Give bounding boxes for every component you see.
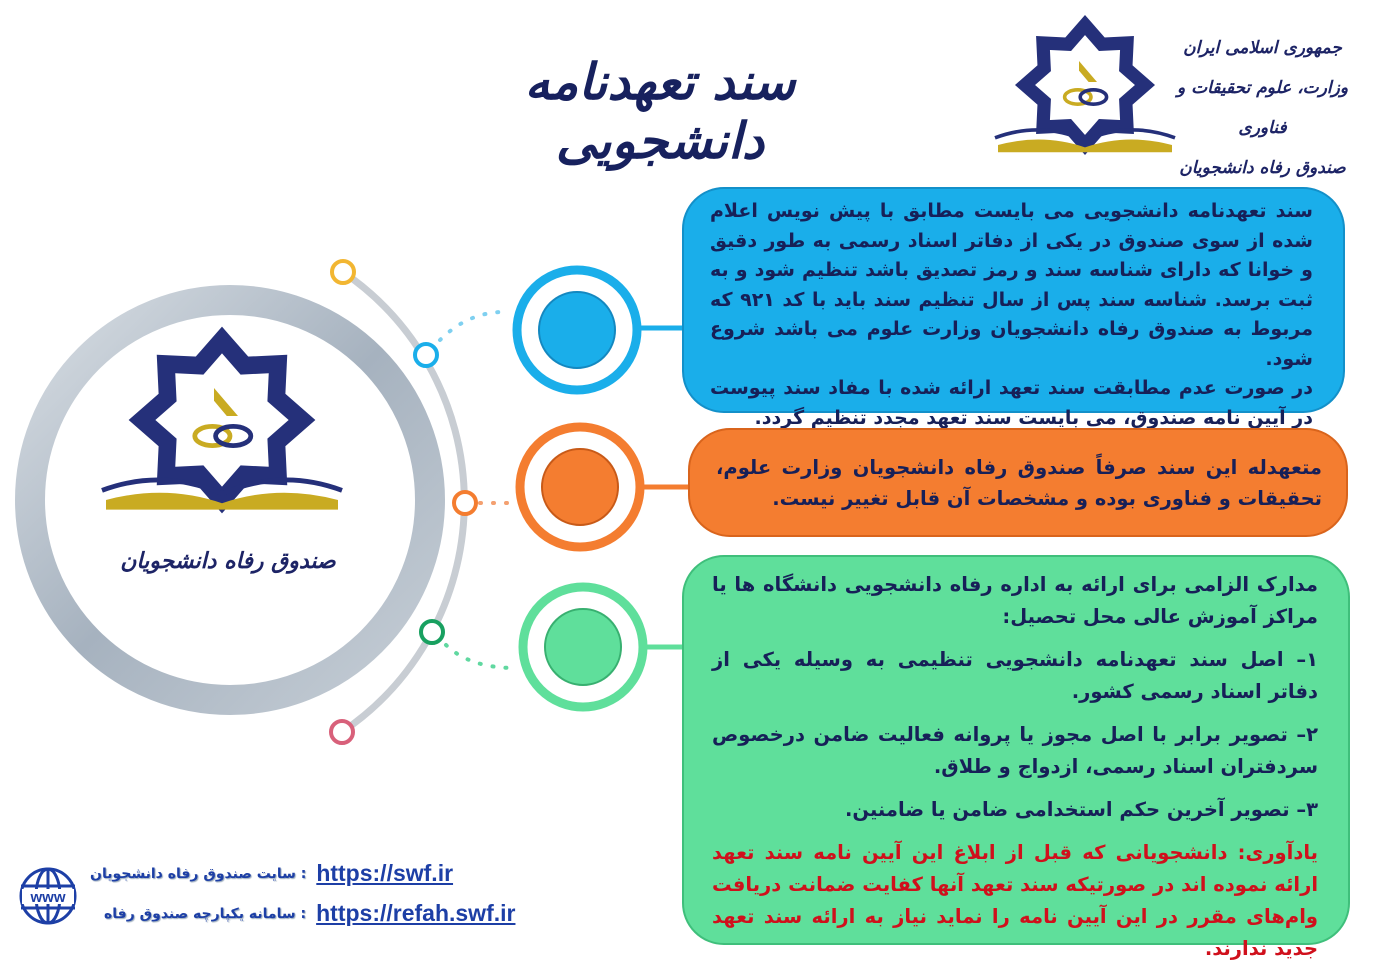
info-box-blue [682,187,1345,429]
blue-paragraph-1: سند تعهدنامه دانشجویی می بایست مطابق با پیش نویس اعلام شده از سوی صندوق در یکی از دفاتر اسناد رسمی به طور دقیق و خوانا که دارای شناسه سند و رمز تصدیق باشد تنظیم شود و به ثبت برسد. شناسه سند پس از سال تنظیم سند باید با کد ۹۲۱ که مربوط به صندوق رفاه دانشجویان وزارت علوم می باشد شروع شود. [710,200,1314,370]
node-yellow [332,261,354,283]
link-label: : سامانه یکپارچه صندوق رفاه [104,905,307,922]
swf-link[interactable]: https://swf.ir [316,860,454,886]
node-orange [454,492,476,514]
link-label: : سایت صندوق رفاه دانشجویان [90,865,307,882]
requirement-item: ۳– تصویر آخرین حکم استخدامی ضامن یا ضامنین. [845,798,1318,821]
refah-link[interactable]: https://refah.swf.ir [316,900,516,926]
requirement-item: ۱– اصل سند تعهدنامه دانشجویی تنظیمی به وسیله یکی از دفاتر اسناد رسمی کشور. [712,648,1318,703]
requirement-item: ۲– تصویر برابر با اصل مجوز یا پروانه فعالیت ضامن درخصوص سردفتران اسناد رسمی، ازدواج و طلاق. [712,723,1318,778]
org-line-3: صندوق رفاه دانشجویان [1179,158,1346,178]
globe-www-icon [21,869,75,923]
info-box-orange [688,428,1348,537]
header-logo [995,25,1175,152]
center-logo-label: صندوق رفاه دانشجویان [120,548,336,574]
blue-paragraph-2: در صورت عدم مطابقت سند تعهد ارائه شده با مفاد سند پیوست در آیین نامه صندوق، می بایست سند تعهد مجدد تنظیم گردد. [710,377,1313,429]
node-green [421,621,443,643]
org-line-1: جمهوری اسلامی ایران [1183,38,1342,58]
org-line-2: وزارت، علوم تحقیقات و فناوری [1176,78,1349,138]
svg-text:www: www [30,889,66,906]
node-blue [415,344,437,366]
page-title: سند تعهدنامه دانشجویی [524,52,796,170]
header-org-text [1165,28,1360,188]
node-pink [331,721,353,743]
green-intro: مدارک الزامی برای ارائه به اداره رفاه دانشجویی دانشگاه ها یا مراکز آموزش عالی محل تحصیل: [712,573,1318,628]
link-row-site [90,860,453,887]
reminder-note: یادآوری: دانشجویانی که قبل از ابلاغ این آیین نامه سند تعهد ارائه نموده اند در صورتیکه سند تعهد آنها کفایت ضمانت دریافت وام‌های مقرر در این آیین نامه را نماید نیاز به ارائه سند تعهد جدید ندارند. [712,841,1318,960]
info-box-green [682,555,1350,960]
link-row-portal [104,900,515,927]
orange-paragraph-1: متعهدله این سند صرفاً صندوق رفاه دانشجویان وزارت علوم، تحقیقات و فناوری بوده و مشخصات آن قابل تغییر نیست. [716,456,1322,510]
